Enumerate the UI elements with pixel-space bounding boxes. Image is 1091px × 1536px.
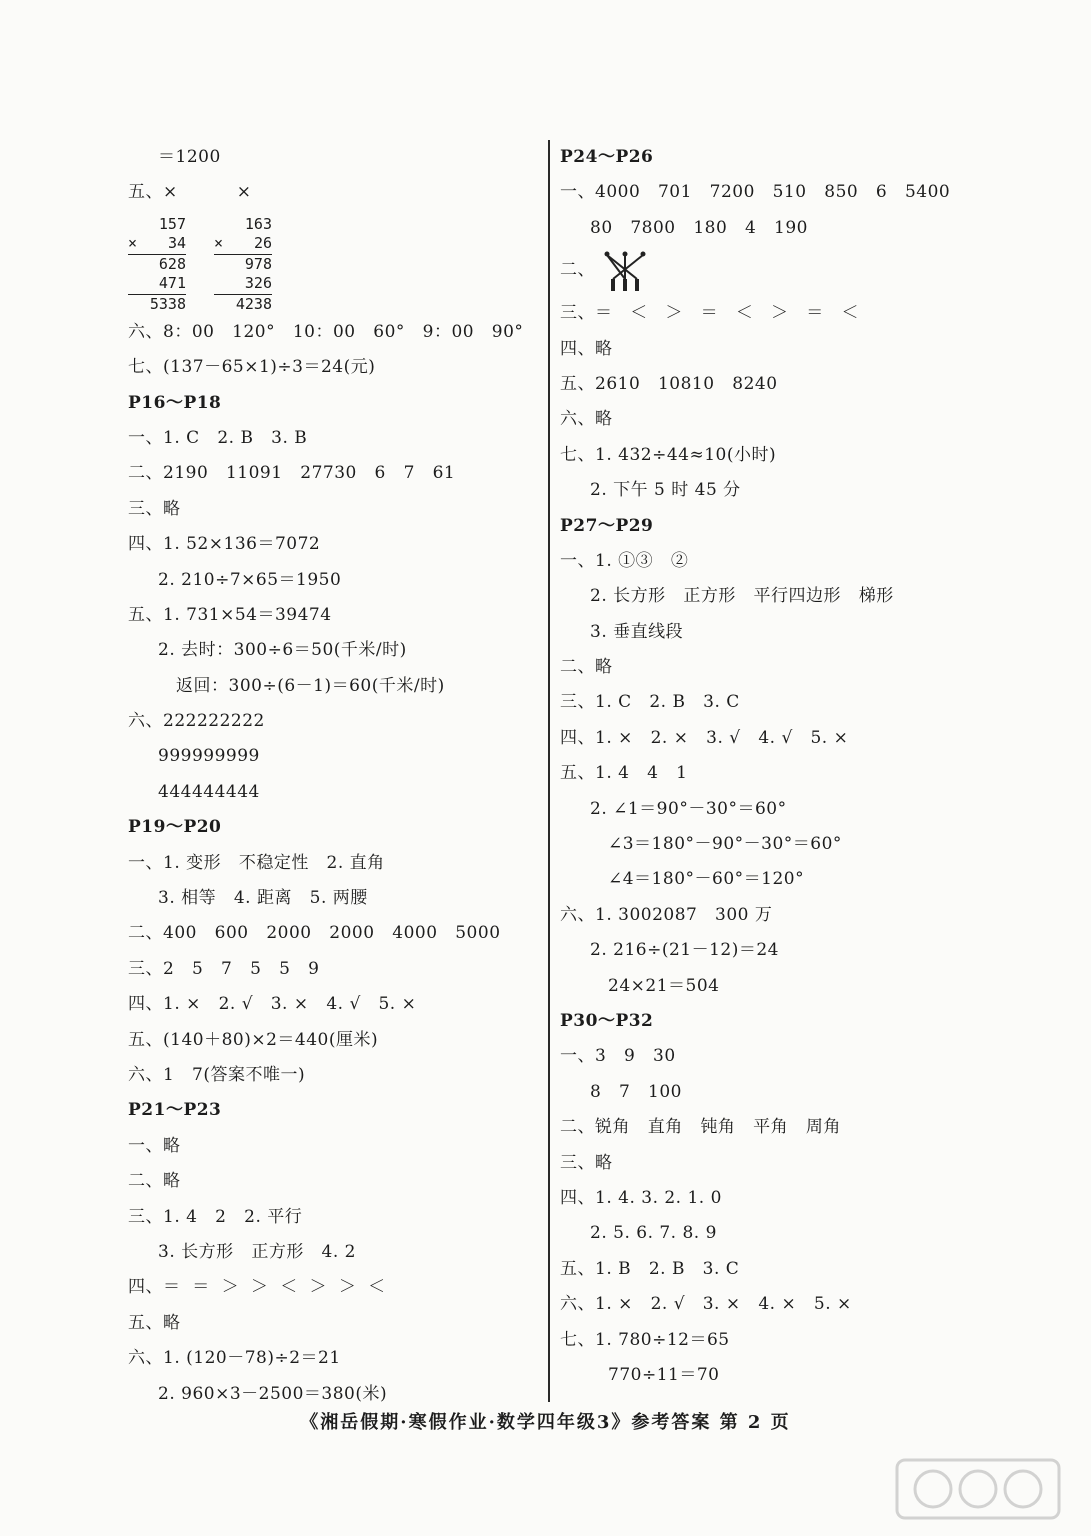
answer-line: 2. 去时：300÷6＝50(千米/时) bbox=[158, 640, 407, 661]
answer-line: 2. 长方形 正方形 平行四边形 梯形 bbox=[590, 586, 894, 607]
answer-line: 2. 下午 5 时 45 分 bbox=[590, 480, 741, 501]
answer-line: 一、4000 701 7200 510 850 6 5400 bbox=[560, 182, 951, 203]
multiplication-column bbox=[128, 215, 186, 315]
answer-line: 2. 216÷(21－12)＝24 bbox=[590, 940, 779, 961]
answer-line: 五、略 bbox=[128, 1312, 181, 1333]
multiplication-row: 978 bbox=[244, 254, 272, 273]
times-sign: × bbox=[214, 234, 224, 253]
answer-line: 一、1. 变形 不稳定性 2. 直角 bbox=[128, 852, 385, 873]
answer-line: 999999999 bbox=[158, 746, 260, 767]
answer-line: 五、1. B 2. B 3. C bbox=[560, 1258, 740, 1279]
section-heading: P30～P32 bbox=[560, 1010, 654, 1031]
answer-line: ∠3＝180°－90°－30°＝60° bbox=[608, 834, 842, 855]
answer-line: 五、2610 10810 8240 bbox=[560, 373, 778, 394]
matching-answer bbox=[560, 246, 980, 296]
answer-line: 一、3 9 30 bbox=[560, 1046, 676, 1067]
answer-line: 六、8：00 120° 10：00 60° 9：00 90° bbox=[128, 321, 524, 342]
multiplication-row: 5338 bbox=[149, 294, 186, 313]
multiplication-row: 163 bbox=[244, 214, 272, 233]
answer-line: 770÷11＝70 bbox=[608, 1364, 720, 1385]
answer-line: 8 7 100 bbox=[590, 1081, 683, 1102]
section-heading: P19～P20 bbox=[128, 817, 222, 838]
answer-line: 24×21＝504 bbox=[608, 975, 720, 996]
multiplication-column bbox=[214, 215, 272, 315]
answer-line: 二、略 bbox=[128, 1171, 181, 1192]
answer-line: 二、锐角 直角 钝角 平角 周角 bbox=[560, 1117, 841, 1138]
multiplication-row: 628 bbox=[158, 254, 186, 273]
column-divider bbox=[548, 140, 550, 1402]
answer-line: 四、＝ ＝ ＞ ＞ ＜ ＞ ＞ ＜ bbox=[128, 1277, 386, 1298]
answer-line: 2. 5. 6. 7. 8. 9 bbox=[590, 1223, 717, 1244]
answer-line: 80 7800 180 4 190 bbox=[590, 217, 808, 238]
multiplication-row: 4238 bbox=[235, 294, 272, 313]
section-heading: P21～P23 bbox=[128, 1100, 222, 1121]
answer-line: 2. ∠1＝90°－30°＝60° bbox=[590, 798, 787, 819]
answer-line: 四、略 bbox=[560, 338, 613, 359]
answer-line: 六、1. 3002087 300 万 bbox=[560, 904, 773, 925]
answer-line: 444444444 bbox=[158, 781, 260, 802]
watermark-logo-icon bbox=[893, 1454, 1063, 1524]
multiplication-row: 471 bbox=[128, 274, 186, 295]
answer-line: 六、1. (120－78)÷2＝21 bbox=[128, 1348, 341, 1369]
section-heading: P16～P18 bbox=[128, 392, 222, 413]
answer-line: 三、2 5 7 5 5 9 bbox=[128, 958, 320, 979]
answer-line: 三、1. C 2. B 3. C bbox=[560, 692, 740, 713]
vertical-multiplication bbox=[128, 211, 538, 315]
answer-line: 一、略 bbox=[128, 1135, 181, 1156]
answer-line: 2. 960×3－2500＝380(米) bbox=[158, 1383, 388, 1404]
answer-line: 二、2190 11091 27730 6 7 61 bbox=[128, 463, 456, 484]
answer-line: 六、1. × 2. √ 3. × 4. × 5. × bbox=[560, 1294, 852, 1315]
answer-line: 三、略 bbox=[560, 1152, 613, 1173]
answer-line: 3. 垂直线段 bbox=[590, 621, 684, 642]
answer-line: 返回：300÷(6－1)＝60(千米/时) bbox=[176, 675, 445, 696]
matching-lines-icon bbox=[603, 249, 647, 293]
answer-line: 3. 相等 4. 距离 5. 两腰 bbox=[158, 888, 368, 909]
section-heading: P24～P26 bbox=[560, 147, 654, 167]
multiplier: 34 bbox=[167, 234, 186, 253]
multiplication-row: 326 bbox=[214, 274, 272, 295]
answer-line: 一、1. C 2. B 3. B bbox=[128, 427, 308, 448]
answer-line: 四、1. 52×136＝7072 bbox=[128, 534, 321, 555]
answer-line: 三、1. 4 2 2. 平行 bbox=[128, 1206, 303, 1227]
answer-line: 五、1. 4 4 1 bbox=[560, 763, 688, 784]
multiplier: 26 bbox=[253, 234, 272, 253]
answer-line: 一、1. ①③ ② bbox=[560, 550, 689, 571]
answer-line: 六、略 bbox=[560, 409, 613, 430]
answer-line: 二、略 bbox=[560, 657, 613, 678]
multiplication-row: 157 bbox=[158, 214, 186, 233]
answer-line: 五、(140＋80)×2＝440(厘米) bbox=[128, 1029, 379, 1050]
answer-line: 3. 长方形 正方形 4. 2 bbox=[158, 1241, 356, 1262]
answer-line: 四、1. 4. 3. 2. 1. 0 bbox=[560, 1187, 722, 1208]
left-column bbox=[128, 140, 538, 1412]
answer-line: ∠4＝180°－60°＝120° bbox=[608, 869, 805, 890]
answer-line: 六、222222222 bbox=[128, 711, 265, 732]
answer-line: 五、1. 731×54＝39474 bbox=[128, 604, 332, 625]
answer-line: 2. 210÷7×65＝1950 bbox=[158, 569, 342, 590]
answer-line: 七、1. 432÷44≈10(小时) bbox=[560, 444, 777, 465]
answer-line: 四、1. × 2. × 3. √ 4. √ 5. × bbox=[560, 727, 849, 748]
answer-line: 六、1 7(答案不唯一) bbox=[128, 1064, 306, 1085]
answer-line: 七、(137－65×1)÷3＝24(元) bbox=[128, 357, 376, 378]
right-column bbox=[560, 140, 980, 1393]
section-heading: P27～P29 bbox=[560, 515, 654, 536]
answer-line: 四、1. × 2. √ 3. × 4. √ 5. × bbox=[128, 994, 417, 1015]
times-sign: × bbox=[128, 234, 138, 253]
answer-line: 五、× × bbox=[128, 182, 252, 203]
answer-line: 七、1. 780÷12＝65 bbox=[560, 1329, 730, 1350]
answer-line: 三、略 bbox=[128, 498, 181, 519]
matching-label: 二、 bbox=[560, 260, 595, 281]
answer-line: 二、400 600 2000 2000 4000 5000 bbox=[128, 923, 501, 944]
answer-line: 三、＝ ＜ ＞ ＝ ＜ ＞ ＝ ＜ bbox=[560, 303, 859, 324]
answer-line: ＝1200 bbox=[158, 147, 221, 167]
page-footer: 《湘岳假期·寒假作业·数学四年级3》参考答案 第 2 页 bbox=[300, 1412, 791, 1433]
